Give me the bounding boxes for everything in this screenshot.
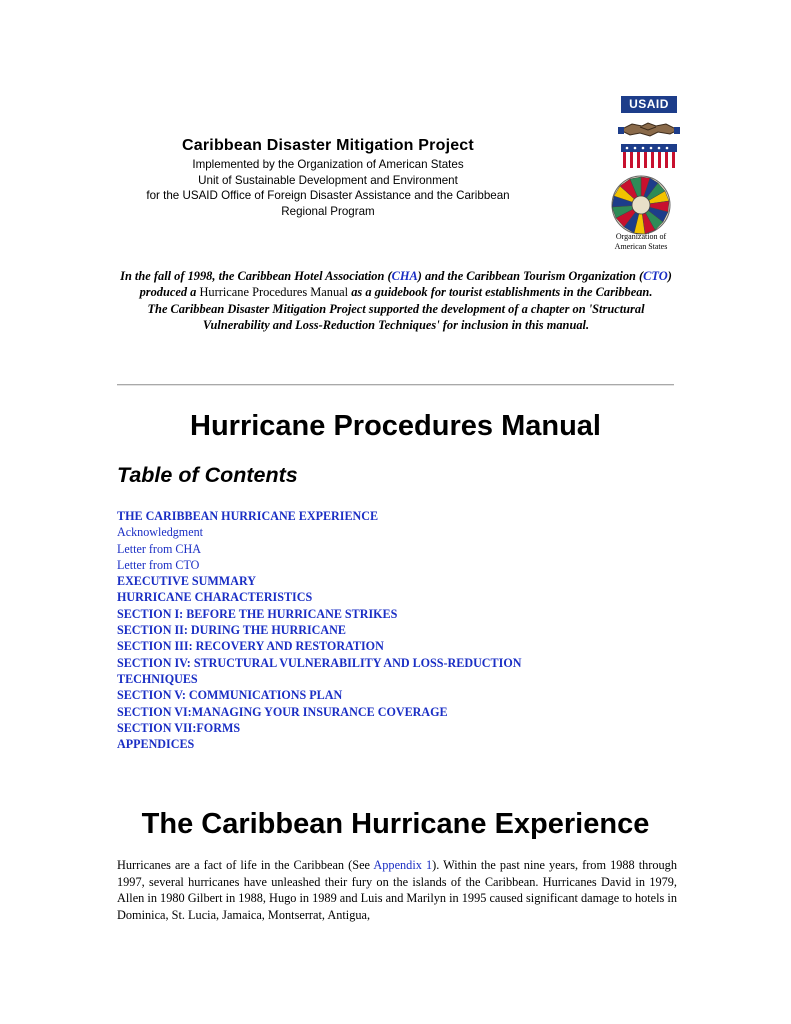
manual-title: Hurricane Procedures Manual	[190, 410, 601, 442]
project-header	[118, 136, 538, 219]
header-line: for the USAID Office of Foreign Disaster Assistance and the Caribbean	[146, 189, 510, 202]
body-text-segment: ). Within the past nine years, from 1988 through 1997, several hurricanes have unleashed their fury on the islands of the Caribbean. Hurricanes David in 1979, Allen in 1980 Gilbert in 1988, Hugo in 1989 and Luis and Marilyn in 1995 caused significant damage to hotels in Dominica, St. Lucia, Jamaica, Montserrat, Antigua,	[117, 858, 677, 923]
toc-item-link[interactable]: TECHNIQUES	[117, 671, 198, 686]
intro-paragraph: The Caribbean Disaster Mitigation Project supported the development of a chapter on 'Structural Vulnerability and Loss-Reduction Techniques' for inclusion in this manual.	[147, 301, 645, 333]
intro-text-segment: ) and the Caribbean Tourism Organization (	[417, 269, 644, 283]
toc-title: Table of Contents	[117, 463, 298, 487]
oas-caption-line: American States	[614, 241, 668, 251]
toc-item-link[interactable]: EXECUTIVE SUMMARY	[117, 574, 256, 589]
header-line: Implemented by the Organization of American States	[192, 158, 464, 171]
toc-item-link[interactable]: Acknowledgment	[117, 525, 203, 540]
stars-and-stripes-icon	[621, 144, 677, 168]
toc-item-link[interactable]: Letter from CTO	[117, 557, 200, 572]
toc-item-link[interactable]: SECTION I: BEFORE THE HURRICANE STRIKES	[117, 606, 398, 621]
intro-paragraph	[116, 268, 676, 301]
toc-item-link[interactable]: SECTION VII:FORMS	[117, 720, 241, 735]
header-line: Unit of Sustainable Development and Environment	[198, 173, 458, 187]
cha-link[interactable]: CHA	[391, 269, 418, 283]
intro-text	[116, 268, 676, 334]
toc-item-link[interactable]: SECTION V: COMMUNICATIONS PLAN	[117, 688, 343, 703]
cto-link[interactable]: CTO	[643, 269, 668, 283]
horizontal-rule	[117, 384, 674, 386]
intro-text-segment: ) produced a	[139, 269, 672, 300]
intro-text-segment: as a guidebook for tourist establishments in the Caribbean.	[348, 285, 653, 300]
section-heading: The Caribbean Hurricane Experience	[141, 808, 650, 840]
table-of-contents	[117, 508, 637, 752]
sponsor-logos	[604, 96, 678, 256]
header-line: Regional Program	[281, 204, 375, 218]
oas-caption-line: Organization of	[615, 232, 667, 241]
oas-emblem-icon	[606, 174, 676, 236]
manual-name: Hurricane Procedures Manual	[199, 285, 349, 300]
appendix-1-link[interactable]: Appendix 1	[373, 858, 433, 872]
toc-item-link[interactable]: HURRICANE CHARACTERISTICS	[117, 590, 313, 605]
toc-item-link[interactable]: APPENDICES	[117, 737, 195, 752]
toc-item-link[interactable]: SECTION VI:MANAGING YOUR INSURANCE COVERAGE	[117, 704, 448, 719]
toc-item-link[interactable]: Letter from CHA	[117, 541, 201, 556]
toc-item-link[interactable]: THE CARIBBEAN HURRICANE EXPERIENCE	[117, 509, 379, 523]
oas-caption	[604, 232, 678, 251]
project-title: Caribbean Disaster Mitigation Project	[182, 137, 474, 154]
toc-item-link[interactable]: SECTION IV: STRUCTURAL VULNERABILITY AND LOSS-REDUCTION	[117, 655, 522, 670]
usaid-logo: USAID	[621, 96, 677, 113]
toc-item-link[interactable]: SECTION III: RECOVERY AND RESTORATION	[117, 639, 384, 654]
body-text-segment: Hurricanes are a fact of life in the Caribbean (See	[117, 858, 374, 872]
toc-item-link[interactable]: SECTION II: DURING THE HURRICANE	[117, 623, 346, 638]
body-paragraph	[117, 857, 677, 924]
handshake-icon	[618, 114, 680, 140]
intro-text-segment: In the fall of 1998, the Caribbean Hotel Association (	[120, 269, 392, 283]
